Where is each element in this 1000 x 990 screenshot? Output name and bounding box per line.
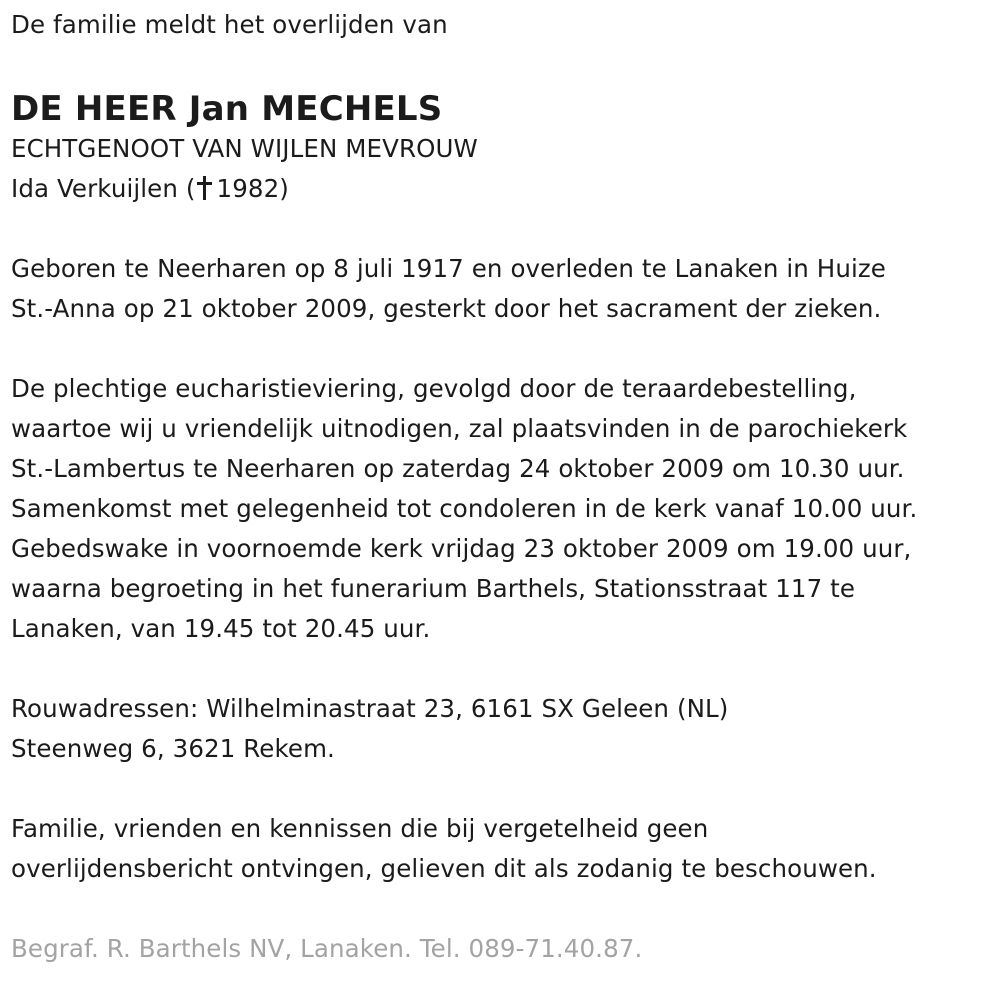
funeral-home-footer: Begraf. R. Barthels NV, Lanaken. Tel. 089-71.40.87. <box>11 934 643 963</box>
paragraph-line: Gebedswake in voornoemde kerk vrijdag 23 oktober 2009 om 19.00 uur, <box>11 534 912 563</box>
intro-line: De familie meldt het overlijden van <box>11 10 448 39</box>
spouse-name: Ida Verkuijlen ( <box>11 174 196 203</box>
paragraph-line: Geboren te Neerharen op 8 juli 1917 en overleden te Lanaken in Huize <box>11 254 886 283</box>
address-line: Rouwadressen: Wilhelminastraat 23, 6161 SX Geleen (NL) <box>11 694 729 723</box>
paragraph-line: waartoe wij u vriendelijk uitnodigen, zal plaatsvinden in de parochiekerk <box>11 414 908 443</box>
birth-death-paragraph <box>11 249 996 329</box>
cross-icon <box>197 176 212 200</box>
closing-paragraph <box>11 809 996 889</box>
spouse-line <box>11 169 996 209</box>
paragraph-line: waarna begroeting in het funerarium Barthels, Stationsstraat 117 te <box>11 574 856 603</box>
deceased-name: DE HEER Jan MECHELS <box>11 89 443 129</box>
spouse-death-year: 1982) <box>216 174 289 203</box>
paragraph-line: Lanaken, van 19.45 tot 20.45 uur. <box>11 614 431 643</box>
obituary-notice <box>11 0 996 969</box>
spouse-title: ECHTGENOOT VAN WIJLEN MEVROUW <box>11 134 478 163</box>
paragraph-line: overlijdensbericht ontvingen, gelieven dit als zodanig te beschouwen. <box>11 854 877 883</box>
paragraph-line: De plechtige eucharistieviering, gevolgd door de teraardebestelling, <box>11 374 857 403</box>
address-line: Steenweg 6, 3621 Rekem. <box>11 734 335 763</box>
ceremony-paragraph <box>11 369 996 649</box>
paragraph-line: St.-Anna op 21 oktober 2009, gesterkt door het sacrament der zieken. <box>11 294 882 323</box>
paragraph-line: Familie, vrienden en kennissen die bij vergetelheid geen <box>11 814 709 843</box>
paragraph-line: Samenkomst met gelegenheid tot condoleren in de kerk vanaf 10.00 uur. <box>11 494 918 523</box>
paragraph-line: St.-Lambertus te Neerharen op zaterdag 24 oktober 2009 om 10.30 uur. <box>11 454 905 483</box>
addresses-paragraph <box>11 689 996 769</box>
